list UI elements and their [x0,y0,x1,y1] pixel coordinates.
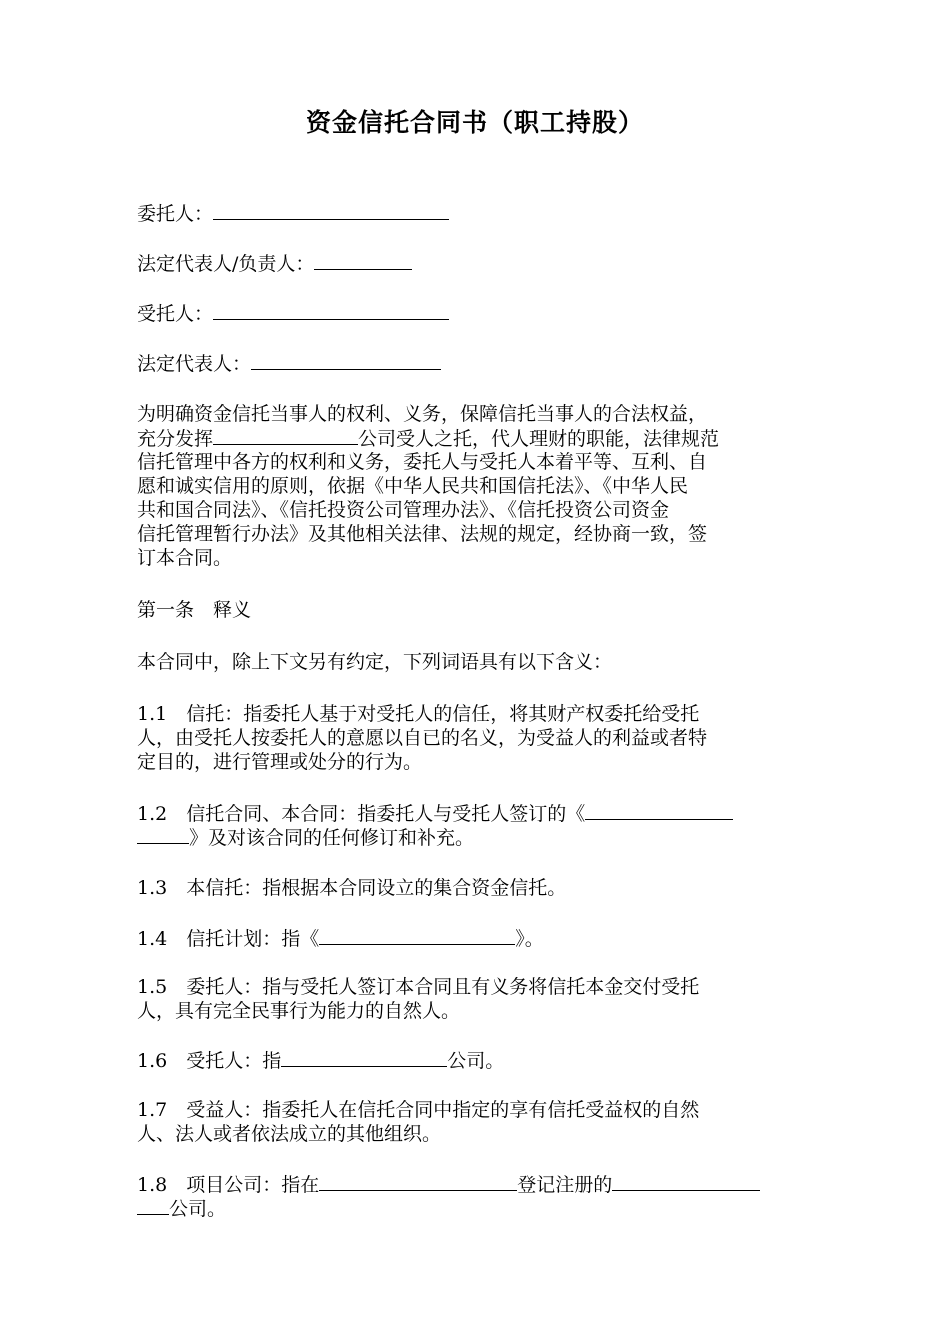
definition-line: 人，具有完全民事行为能力的自然人。 [137,1000,461,1022]
definition-line [137,825,817,850]
definition-line [137,801,817,826]
project-company-blank [612,1172,760,1191]
article-heading: 第一条 释义 [137,599,252,621]
definition-line: 人，由受托人按委托人的意愿以自已的名义，为受益人的利益或者特 [137,727,708,749]
definition-line: 定目的，进行管理或处分的行为。 [137,751,423,773]
definition-text: 》。 [515,928,544,950]
party-trustor-rep-label: 法定代表人/负责人： [137,253,315,275]
contract-name-blank [585,801,733,820]
preamble-line [137,426,817,451]
party-trustee-line [137,301,817,326]
article-intro: 本合同中，除上下文另有约定，下列词语具有以下含义： [137,651,613,673]
party-trustor-rep-line [137,251,817,276]
definition-text: 1.8 项目公司：指在 [137,1174,320,1196]
preamble-line: 信托管理中各方的权利和义务，委托人与受托人本着平等、互利、自 [137,451,708,473]
party-trustee-rep-blank [251,351,441,370]
registration-place-blank [319,1172,517,1191]
party-trustor-line [137,201,817,226]
party-trustor-label: 委托人： [137,203,214,225]
preamble-text: 充分发挥 [137,428,214,450]
definition-line [137,1196,817,1221]
definition-text: 公司。 [447,1050,505,1072]
definition-line: 人、法人或者依法成立的其他组织。 [137,1123,442,1145]
definition-text: 1.4 信托计划：指《 [137,928,320,950]
project-company-blank [137,1196,169,1215]
definition-line: 1.3 本信托：指根据本合同设立的集合资金信托。 [137,877,567,899]
preamble-line: 为明确资金信托当事人的权利、义务，保障信托当事人的合法权益， [137,403,708,425]
contract-name-blank [137,825,189,844]
party-trustee-rep-line [137,351,817,376]
definition-text: 公司。 [169,1198,227,1220]
definition-line [137,926,817,951]
definition-line [137,1172,817,1197]
definition-line: 1.7 受益人：指委托人在信托合同中指定的享有信托受益权的自然 [137,1099,700,1121]
definition-text: 1.6 受托人：指 [137,1050,282,1072]
definition-line: 1.1 信托：指委托人基于对受托人的信任，将其财产权委托给受托 [137,703,700,725]
preamble-line: 愿和诚实信用的原则，依据《中华人民共和国信托法》、《中华人民 [137,475,689,497]
preamble-line: 共和国合同法》、《信托投资公司管理办法》、《信托投资公司资金 [137,499,670,521]
party-trustee-rep-label: 法定代表人： [137,353,252,375]
party-trustor-rep-blank [314,251,412,270]
party-trustor-blank [213,201,449,220]
preamble-line: 信托管理暂行办法》及其他相关法律、法规的规定，经协商一致，签 [137,523,708,545]
definition-text: 登记注册的 [517,1174,613,1196]
trustee-company-blank [281,1048,447,1067]
definition-text: 1.2 信托合同、本合同：指委托人与受托人签订的《 [137,803,586,825]
party-trustee-label: 受托人： [137,303,214,325]
document-title: 资金信托合同书（职工持股） [305,108,644,137]
preamble-text: 公司受人之托，代人理财的职能，法律规范 [358,428,720,450]
plan-name-blank [319,926,515,945]
preamble-line: 订本合同。 [137,547,233,569]
definition-text: 》及对该合同的任何修订和补充。 [189,827,475,849]
definition-line: 1.5 委托人：指与受托人签订本合同且有义务将信托本金交付受托 [137,976,700,998]
company-name-blank [213,426,358,445]
party-trustee-blank [213,301,449,320]
definition-line [137,1048,817,1073]
